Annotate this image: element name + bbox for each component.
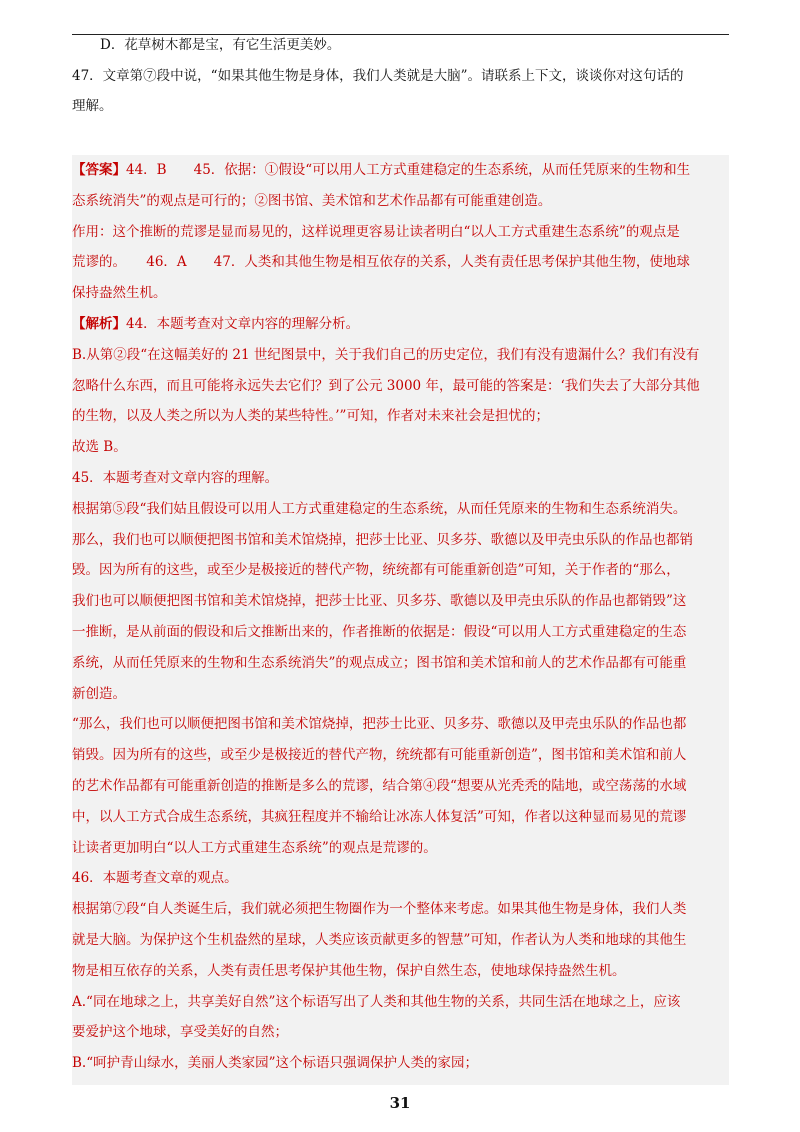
answer-text: 就是大脑。为保护这个生机盎然的星球，人类应该贡献更多的智慧”可知，作者认为人类和地球的其他生 bbox=[72, 931, 687, 948]
answer-text: 那么，我们也可以顺便把图书馆和美术馆烧掉，把莎士比亚、贝多芬、歌德以及甲壳虫乐队的作品也都销 bbox=[72, 531, 693, 548]
answer-text: 系统，从而任凭原来的生物和生态系统消失”的观点成立；图书馆和美术馆和前人的艺术作品都有可能重 bbox=[72, 654, 687, 671]
answer-line bbox=[72, 709, 729, 740]
answer-line bbox=[72, 740, 729, 771]
answer-line bbox=[72, 340, 729, 371]
answer-line bbox=[72, 432, 729, 463]
answer-tag: 【答案】 bbox=[72, 162, 126, 178]
answer-line bbox=[72, 371, 729, 402]
answer-line bbox=[72, 1048, 729, 1079]
answer-line bbox=[72, 247, 729, 278]
answer-tag: 【解析】 bbox=[72, 315, 126, 332]
answer-line bbox=[72, 278, 729, 309]
answer-line bbox=[72, 586, 729, 617]
answer-text: 物是相互依存的关系，人类有责任思考保护其他生物，保护自然生态，使地球保持盎然生机。 bbox=[72, 962, 626, 979]
answer-line bbox=[72, 679, 729, 710]
answer-line bbox=[72, 555, 729, 586]
option-d: D．花草树木都是宝，有它生活更美妙。 bbox=[100, 37, 341, 53]
answer-text: 中，以人工方式合成生态系统，其疯狂程度并不输给让冰冻人体复活”可知，作者以这种显而易见的荒谬 bbox=[72, 808, 687, 825]
answer-text: 销毁。因为所有的这些，或至少是极接近的替代产物，统统都有可能重新创造”，图书馆和美术馆和前人 bbox=[72, 747, 687, 764]
answer-text: 根据第⑦段“自人类诞生后，我们就必须把生物圈作为一个整体来考虑。如果其他生物是身体，我们人类 bbox=[72, 901, 687, 918]
answer-line bbox=[72, 802, 729, 833]
question-47 bbox=[72, 61, 732, 121]
answer-line bbox=[72, 894, 729, 925]
answer-line bbox=[72, 494, 729, 525]
answer-text: A.“同在地球之上，共享美好自然”这个标语写出了人类和其他生物的关系，共同生活在地球之上，应该 bbox=[72, 993, 681, 1010]
answer-text: 保持盎然生机。 bbox=[72, 285, 167, 302]
answer-text: 一推断，是从前面的假设和后文推断出来的，作者推断的依据是：假设“可以用人工方式重建稳定的生态 bbox=[72, 623, 687, 640]
answer-text: B.“呵护青山绿水，美丽人类家园”这个标语只强调保护人类的家园； bbox=[72, 1055, 479, 1072]
answer-text: 态系统消失”的观点是可行的；②图书馆、美术馆和艺术作品都有可能重建创造。 bbox=[72, 192, 552, 209]
answer-line bbox=[72, 525, 729, 556]
answer-line bbox=[72, 833, 729, 864]
answer-line bbox=[72, 956, 729, 987]
question-options bbox=[72, 30, 732, 60]
answer-line bbox=[72, 217, 729, 248]
answer-text: B.从第②段“在这幅美好的 21 世纪图景中，关于我们自己的历史定位，我们有没有遗漏什么？我们有没有 bbox=[72, 346, 700, 363]
answer-text: 新创造。 bbox=[72, 685, 126, 702]
answer-text: 我们也可以顺便把图书馆和美术馆烧掉，把莎士比亚、贝多芬、歌德以及甲壳虫乐队的作品也都销毁”这 bbox=[72, 593, 687, 610]
answer-line bbox=[72, 155, 729, 186]
answer-text: 作用：这个推断的荒谬是显而易见的，这样说理更容易让读者明白“以人工方式重建生态系统”的观点是 bbox=[72, 223, 680, 240]
question-47-line2: 理解。 bbox=[72, 98, 113, 114]
answer-text: 44．本题考查对文章内容的理解分析。 bbox=[126, 315, 360, 332]
answer-line bbox=[72, 617, 729, 648]
answer-line bbox=[72, 401, 729, 432]
answer-line bbox=[72, 771, 729, 802]
answer-text: 46．本题考查文章的观点。 bbox=[72, 870, 238, 887]
answer-text: 忽略什么东西，而且可能将永远失去它们？到了公元 3000 年，最可能的答案是：‘我们失去了大部分其他 bbox=[72, 377, 700, 394]
answer-line bbox=[72, 186, 729, 217]
answer-text: 44．B 45．依据：①假设“可以用人工方式重建稳定的生态系统，从而任凭原来的生物和生 bbox=[126, 162, 691, 178]
answer-line bbox=[72, 309, 729, 340]
answer-line bbox=[72, 1017, 729, 1048]
answer-block bbox=[72, 155, 729, 1085]
answer-line bbox=[72, 648, 729, 679]
answer-text: 根据第⑤段“我们姑且假设可以用人工方式重建稳定的生态系统，从而任凭原来的生物和生态系统消失。 bbox=[72, 500, 687, 517]
answer-text: 45．本题考查对文章内容的理解。 bbox=[72, 469, 279, 486]
answer-text: “那么，我们也可以顺便把图书馆和美术馆烧掉，把莎士比亚、贝多芬、歌德以及甲壳虫乐队的作品也都 bbox=[72, 716, 687, 733]
answer-text: 荒谬的。 46．A 47．人类和其他生物是相互依存的关系，人类有责任思考保护其他生物，使地球 bbox=[72, 254, 690, 271]
answer-line bbox=[72, 463, 729, 494]
answer-text: 的艺术作品都有可能重新创造的推断是多么的荒谬，结合第④段“想要从光秃秃的陆地，或空荡荡的水域 bbox=[72, 777, 687, 794]
answer-line bbox=[72, 925, 729, 956]
answer-text: 的生物，以及人类之所以为人类的某些特性。’”可知，作者对未来社会是担忧的； bbox=[72, 408, 549, 425]
answer-text: 毁。因为所有的这些，或至少是极接近的替代产物，统统都有可能重新创造”可知，关于作者的“那么， bbox=[72, 562, 680, 579]
page-number: 31 bbox=[389, 1094, 411, 1112]
question-47-line1: 47．文章第⑦段中说，“如果其他生物是身体，我们人类就是大脑”。请联系上下文，谈谈你对这句话的 bbox=[72, 68, 684, 84]
answer-text: 要爱护这个地球，享受美好的自然； bbox=[72, 1024, 288, 1041]
answer-line bbox=[72, 863, 729, 894]
answer-text: 让读者更加明白“以人工方式重建生态系统”的观点是荒谬的。 bbox=[72, 839, 437, 856]
answer-line bbox=[72, 987, 729, 1018]
answer-text: 故选 B。 bbox=[72, 439, 127, 456]
